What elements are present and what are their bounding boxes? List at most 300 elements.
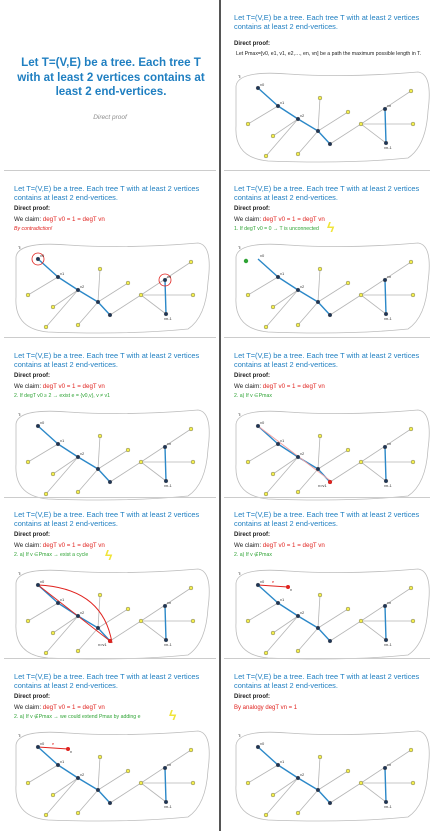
row-divider — [4, 337, 216, 338]
row-divider — [224, 337, 430, 338]
slide-8-title: Let T=(V,E) be a tree. Each tree T with at least 2 vertices contains at least 2 end-vertices. — [234, 510, 420, 529]
slide-3-note: By contradiction! — [14, 226, 53, 232]
tree-edge — [98, 609, 128, 628]
claim-expression: degT v0 = 1 = degT vn — [42, 383, 105, 390]
tree-edge — [110, 621, 141, 641]
tree-vertex — [346, 281, 350, 285]
slide-8-proof-label: Direct proof: — [234, 532, 270, 538]
tree-edge — [46, 457, 78, 494]
slide-4-claim — [234, 216, 325, 223]
slide-3[interactable] — [4, 175, 216, 337]
slide-8[interactable] — [224, 501, 434, 663]
tree-vertex — [51, 472, 55, 476]
slide-6[interactable] — [224, 342, 434, 504]
tree-vertex — [271, 134, 275, 138]
tree-edge — [318, 283, 348, 302]
tree-edge — [46, 778, 78, 815]
slide-9-claim — [14, 704, 105, 711]
tree-vertex — [139, 781, 143, 785]
tree-edge — [110, 783, 141, 803]
slide-5-proof-label: Direct proof: — [14, 373, 50, 379]
vertex-label-vn: vn — [167, 600, 172, 605]
tree-edge — [248, 277, 278, 295]
tree-vertex — [296, 152, 300, 156]
highlight-vertex — [328, 480, 332, 484]
slide-10-note: By analogy degT vn = 1 — [234, 705, 298, 711]
path-edge — [385, 447, 386, 481]
path-edge — [78, 616, 98, 628]
path-edge — [78, 778, 98, 790]
vertex-label-v0: v0 — [40, 253, 45, 258]
tree-vertex — [411, 293, 415, 297]
vertex-label-v2: v2 — [300, 113, 305, 118]
tree-edge — [78, 302, 98, 325]
tree-vertex — [346, 607, 350, 611]
vertex-label-vn: vn — [167, 274, 172, 279]
slide-2[interactable] — [224, 4, 434, 166]
vertex-label-vn1: vn-1 — [384, 145, 392, 150]
tree-boundary — [236, 410, 429, 500]
tree-vertex — [191, 293, 195, 297]
slide-9[interactable] — [4, 663, 216, 825]
vertex-label-v1: v1 — [60, 759, 65, 764]
path-edge — [98, 790, 110, 803]
lightning-icon: ϟ — [169, 707, 177, 723]
tree-boundary — [236, 72, 429, 162]
tree-edge — [78, 790, 98, 813]
vertex-label-v1: v1 — [280, 100, 285, 105]
tree-vertex — [296, 323, 300, 327]
slide-9-title: Let T=(V,E) be a tree. Each tree T with at least 2 vertices contains at least 2 end-vertices. — [14, 672, 200, 691]
claim-prefix: We claim: — [14, 216, 43, 223]
tree-vertex — [96, 467, 100, 471]
tree-label: T: — [238, 571, 242, 576]
row-divider — [4, 497, 216, 498]
path-edge — [58, 765, 78, 778]
tree-vertex — [264, 651, 268, 655]
path-edge — [98, 469, 110, 482]
path-edge — [385, 109, 386, 143]
path-edge — [38, 747, 58, 765]
vertex-label-v2: v2 — [80, 772, 85, 777]
tree-boundary — [236, 569, 429, 659]
row-divider — [224, 658, 430, 659]
slide-5-tree — [8, 404, 212, 504]
vertex-label-vn: vn — [387, 103, 392, 108]
tree-edge — [318, 757, 320, 790]
slide-4-tree — [228, 237, 432, 337]
tree-vertex — [409, 260, 413, 264]
claim-expression: degT v0 = 1 = degT vn — [42, 216, 105, 223]
tree-vertex — [98, 434, 102, 438]
slide-4[interactable] — [224, 175, 434, 337]
row-divider — [4, 170, 216, 171]
tree-vertex — [26, 293, 30, 297]
tree-vertex — [139, 460, 143, 464]
path-edge — [98, 302, 110, 315]
tree-vertex — [51, 631, 55, 635]
path-edge — [278, 277, 298, 290]
tree-vertex — [316, 467, 320, 471]
tree-edge — [248, 765, 278, 783]
path-edge — [165, 768, 166, 802]
tree-edge — [318, 771, 348, 790]
slide-7-title: Let T=(V,E) be a tree. Each tree T with at least 2 vertices contains at least 2 end-vertices. — [14, 510, 200, 529]
vertex-label-vn: vn — [387, 441, 392, 446]
vertex-label-v0: v0 — [40, 579, 45, 584]
path-edge — [385, 768, 386, 802]
path-edge — [385, 280, 386, 314]
tree-vertex — [411, 781, 415, 785]
tree-vertex — [189, 748, 193, 752]
tree-vertex — [271, 631, 275, 635]
tree-label: T: — [18, 733, 22, 738]
slide-9-proof-label: Direct proof: — [14, 694, 50, 700]
tree-vertex — [409, 427, 413, 431]
tree-edge — [78, 469, 98, 492]
claim-expression: degT v0 = 1 = degT vn — [42, 704, 105, 711]
path-edge — [258, 88, 278, 106]
path-edge — [298, 778, 318, 790]
tree-vertex — [126, 448, 130, 452]
path-edge — [78, 290, 98, 302]
tree-vertex — [26, 619, 30, 623]
path-edge — [38, 426, 58, 444]
path-edge — [278, 765, 298, 778]
tree-vertex — [318, 96, 322, 100]
tree-vertex — [409, 748, 413, 752]
vertex-label-v2: v2 — [80, 284, 85, 289]
tree-vertex — [246, 781, 250, 785]
tree-vertex — [191, 619, 195, 623]
tree-label: T: — [238, 412, 242, 417]
tree-vertex — [271, 793, 275, 797]
path-edge — [58, 444, 78, 457]
tree-edge — [361, 124, 386, 143]
tree-vertex — [359, 122, 363, 126]
slide-1-title: Let T=(V,E) be a tree. Each tree T with at least 2 vertices contains at least 2 end-vertices. — [17, 56, 205, 98]
vertex-label-v0: v0 — [260, 741, 265, 746]
slide-2-title: Let T=(V,E) be a tree. Each tree T with at least 2 vertices contains at least 2 end-vertices. — [234, 13, 420, 32]
tree-vertex — [264, 492, 268, 496]
tree-vertex — [108, 313, 112, 317]
tree-edge — [266, 457, 298, 494]
vertex-label-v1: v1 — [280, 759, 285, 764]
tree-edge — [318, 450, 348, 469]
slide-5[interactable] — [4, 342, 216, 504]
slide-4-note: 1. If degT v0 = 0 → T is unconnected — [234, 226, 319, 232]
slide-8-claim — [234, 542, 325, 549]
slide-7-claim — [14, 542, 105, 549]
tree-vertex — [346, 110, 350, 114]
tree-edge — [318, 98, 320, 131]
tree-label: T: — [238, 74, 242, 79]
vertex-label-v1: v1 — [280, 271, 285, 276]
tree-edge — [141, 783, 166, 802]
path-edge — [318, 628, 330, 641]
path-edge — [318, 302, 330, 315]
vertex-label-v2: v2 — [80, 610, 85, 615]
slide-6-note: 2. a) If v ∈Pmax — [234, 393, 272, 399]
extend-edge — [38, 747, 68, 749]
tree-label: T: — [18, 412, 22, 417]
path-edge — [318, 131, 330, 144]
slide-7-tree — [8, 563, 212, 663]
tree-edge — [110, 462, 141, 482]
tree-edge — [266, 119, 298, 156]
tree-vertex — [271, 472, 275, 476]
path-edge — [278, 444, 298, 457]
vertex-label-vn1: vn-1 — [384, 316, 392, 321]
vertex-label-v: v — [70, 749, 72, 754]
tree-vertex — [328, 313, 332, 317]
vertex-label-v2: v2 — [300, 451, 305, 456]
tree-vertex — [96, 788, 100, 792]
tree-vertex — [318, 755, 322, 759]
tree-vertex — [246, 460, 250, 464]
tree-vertex — [409, 586, 413, 590]
tree-edge — [248, 444, 278, 462]
path-edge — [38, 259, 58, 277]
tree-vertex — [44, 492, 48, 496]
vertex-label-vn: vn — [167, 441, 172, 446]
tree-edge — [298, 469, 318, 492]
path-edge — [258, 585, 278, 603]
tree-vertex — [411, 460, 415, 464]
vertex-label-v0: v0 — [40, 741, 45, 746]
tree-vertex — [318, 593, 322, 597]
claim-prefix: We claim: — [14, 542, 43, 549]
tree-vertex — [246, 122, 250, 126]
tree-edge — [141, 462, 166, 481]
vertex-label-vn1: vn-1 — [384, 483, 392, 488]
tree-label: T: — [18, 245, 22, 250]
tree-vertex — [328, 639, 332, 643]
tree-vertex — [271, 305, 275, 309]
path-edge — [298, 119, 318, 131]
tree-vertex — [316, 300, 320, 304]
slide-10[interactable] — [224, 663, 434, 825]
vertex-label-v1: v1 — [60, 438, 65, 443]
vertex-label-v-eq-v1: v=v1 — [318, 483, 327, 488]
tree-vertex — [359, 619, 363, 623]
vertex-label-v1: v1 — [60, 597, 65, 602]
tree-edge — [28, 603, 58, 621]
slide-5-note: 2. If degT v0 ≥ 2 → exist e = {v0,v}, v ≠ v1 — [14, 393, 110, 399]
tree-edge — [330, 783, 361, 803]
tree-vertex — [76, 490, 80, 494]
path-edge — [298, 616, 318, 628]
tree-vertex — [246, 619, 250, 623]
slide-6-claim — [234, 383, 325, 390]
vertex-label-v-eq-v1: v=v1 — [98, 642, 107, 647]
vertex-label-vn1: vn-1 — [164, 642, 172, 647]
slide-3-tree — [8, 237, 212, 337]
tree-label: T: — [18, 571, 22, 576]
tree-vertex — [44, 813, 48, 817]
tree-edge — [298, 790, 318, 813]
tree-edge — [98, 450, 128, 469]
slide-3-title: Let T=(V,E) be a tree. Each tree T with at least 2 vertices contains at least 2 end-vertices. — [14, 184, 200, 203]
tree-vertex — [264, 325, 268, 329]
path-edge — [165, 606, 166, 640]
tree-edge — [28, 765, 58, 783]
vertex-label-v2: v2 — [300, 610, 305, 615]
slide-8-note: 2. a) If v ∉Pmax — [234, 552, 272, 558]
vertex-label-vn1: vn-1 — [164, 804, 172, 809]
tree-boundary — [16, 243, 209, 333]
tree-vertex — [189, 260, 193, 264]
tree-vertex — [318, 434, 322, 438]
tree-edge — [361, 295, 386, 314]
tree-vertex — [359, 460, 363, 464]
vertex-label-v0: v0 — [260, 82, 265, 87]
tree-vertex — [346, 448, 350, 452]
tree-vertex — [411, 619, 415, 623]
tree-edge — [318, 436, 320, 469]
tree-vertex — [26, 460, 30, 464]
slide-4-proof-label: Direct proof: — [234, 206, 270, 212]
tree-vertex — [139, 293, 143, 297]
row-divider — [224, 170, 430, 171]
vertex-label-vn1: vn-1 — [164, 483, 172, 488]
tree-edge — [318, 595, 320, 628]
tree-vertex — [139, 619, 143, 623]
vertex-label-vn: vn — [387, 600, 392, 605]
slide-6-tree — [228, 404, 432, 504]
tree-edge — [318, 269, 320, 302]
slide-8-tree — [228, 563, 432, 663]
tree-edge — [330, 124, 361, 144]
tree-vertex — [98, 755, 102, 759]
tree-edge — [330, 462, 361, 482]
slide-7-note: 2. a) If v ∈Pmax → exist a cycle — [14, 552, 89, 558]
tree-boundary — [16, 731, 209, 821]
tree-boundary — [236, 731, 429, 821]
tree-vertex — [76, 811, 80, 815]
vertex-label-v1: v1 — [60, 271, 65, 276]
claim-prefix: We claim: — [14, 383, 43, 390]
vertex-label-vn1: vn-1 — [384, 642, 392, 647]
tree-edge — [330, 295, 361, 315]
tree-edge — [266, 616, 298, 653]
tree-label: T: — [238, 245, 242, 250]
tree-vertex — [246, 293, 250, 297]
path-edge — [258, 747, 278, 765]
tree-edge — [141, 621, 166, 640]
tree-boundary — [16, 569, 209, 659]
edge-label-e: e — [52, 741, 55, 746]
tree-vertex — [316, 129, 320, 133]
vertex-label-v1: v1 — [280, 438, 285, 443]
vertex-label-vn: vn — [167, 762, 172, 767]
tree-vertex — [26, 781, 30, 785]
claim-prefix: We claim: — [234, 542, 263, 549]
tree-vertex — [409, 89, 413, 93]
tree-vertex — [318, 267, 322, 271]
path-edge — [258, 259, 278, 277]
vertex-label-v2: v2 — [300, 772, 305, 777]
tree-vertex — [96, 626, 100, 630]
vertex-label-vn1: vn-1 — [164, 316, 172, 321]
vertex-label-vn: vn — [387, 762, 392, 767]
edge-label-e: e — [272, 579, 275, 584]
tree-edge — [330, 621, 361, 641]
row-divider — [224, 497, 430, 498]
path-edge — [385, 606, 386, 640]
path-edge — [298, 290, 318, 302]
tree-vertex — [359, 293, 363, 297]
tree-vertex — [264, 154, 268, 158]
tree-edge — [298, 628, 318, 651]
slide-10-proof-label: Direct proof: — [234, 694, 270, 700]
slide-7[interactable] — [4, 501, 216, 663]
vertex-label-v2: v2 — [80, 451, 85, 456]
slide-1[interactable] — [4, 4, 216, 166]
tree-edge — [318, 112, 348, 131]
tree-vertex — [189, 427, 193, 431]
tree-edge — [298, 302, 318, 325]
path-edge — [278, 603, 298, 616]
slide-1-subtitle: Direct proof — [93, 114, 127, 121]
tree-vertex — [98, 267, 102, 271]
slide-9-tree — [8, 725, 212, 825]
tree-vertex — [108, 801, 112, 805]
highlight-vertex — [108, 639, 112, 643]
tree-vertex — [328, 142, 332, 146]
slide-6-title: Let T=(V,E) be a tree. Each tree T with at least 2 vertices contains at least 2 end-vertices. — [234, 351, 420, 370]
tree-edge — [141, 295, 166, 314]
claim-prefix: We claim: — [234, 216, 263, 223]
tree-vertex — [126, 769, 130, 773]
tree-edge — [98, 436, 100, 469]
tree-vertex — [126, 281, 130, 285]
tree-vertex — [98, 593, 102, 597]
row-divider — [4, 658, 216, 659]
vertex-label-v: v — [290, 587, 292, 592]
slide-2-tree — [228, 66, 432, 166]
tree-vertex — [411, 122, 415, 126]
extend-edge — [258, 585, 288, 587]
tree-vertex — [346, 769, 350, 773]
vertex-label-v1: v1 — [280, 597, 285, 602]
tree-vertex — [296, 649, 300, 653]
vertex-label-v0: v0 — [260, 579, 265, 584]
tree-vertex — [44, 651, 48, 655]
claim-expression: degT v0 = 1 = degT vn — [262, 542, 325, 549]
isolated-vertex — [244, 259, 248, 263]
lightning-icon: ϟ — [327, 219, 335, 235]
tree-edge — [248, 603, 278, 621]
slide-2-bullet: Let Pmax=[v0, e1, v1, e2,…, en, vn] be a path the maximum possible length in T. — [236, 51, 422, 57]
tree-edge — [266, 290, 298, 327]
tree-vertex — [191, 781, 195, 785]
vertex-label-v0: v0 — [260, 420, 265, 425]
slide-4-title: Let T=(V,E) be a tree. Each tree T with at least 2 vertices contains at least 2 end-vertices. — [234, 184, 420, 203]
claim-expression: degT v0 = 1 = degT vn — [42, 542, 105, 549]
tree-vertex — [296, 490, 300, 494]
slide-10-tree — [228, 725, 432, 825]
slide-5-claim — [14, 383, 105, 390]
tree-edge — [28, 277, 58, 295]
tree-edge — [78, 628, 98, 651]
tree-vertex — [296, 811, 300, 815]
tree-edge — [248, 106, 278, 124]
vertex-label-v2: v2 — [300, 284, 305, 289]
slide-3-proof-label: Direct proof: — [14, 206, 50, 212]
path-edge — [278, 106, 298, 119]
tree-edge — [46, 290, 78, 327]
